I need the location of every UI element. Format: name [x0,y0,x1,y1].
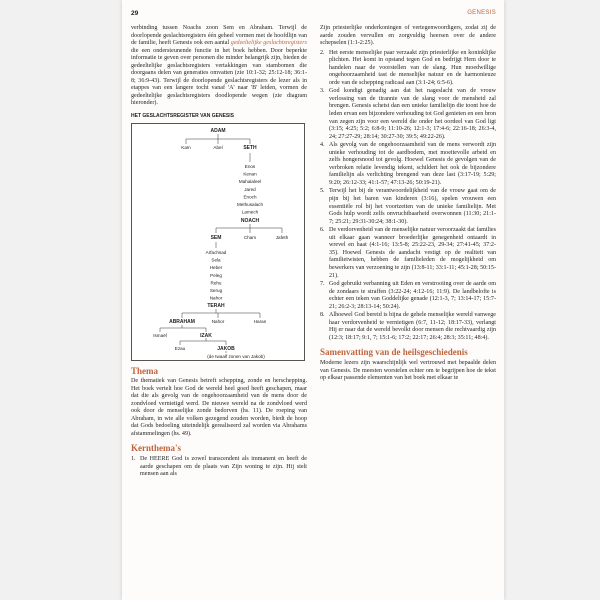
tree-node: Rehu [210,279,222,285]
tree-node: Jared [244,186,256,192]
kernthema-list [320,50,496,343]
right-column [320,25,496,385]
list-item: 8. Alhoewel God bereid is bijna de gehele menselijke wereld vanwege haar verdorvenheid te vernietigen (6:7, 11-12; 18:17-33), verlangt Hij er naar dat de wereld bevolkt door mensen die rechtvaardig zijn (12:3; 18:17; 9:1, 7; 15:1-6; 17:2; 22:17; 26:4; 28:3; 35:11; 48:4). [320,312,496,341]
heading-samenvatting: Samenvatting van de heilsgeschiedenis [320,347,468,358]
node-noach: NOACH [240,217,260,224]
tree-node: Heber [209,264,223,270]
list-item: 4. Als gevolg van de ongehoorzaamheid van de mens verwordt zijn unieke verhouding tot de aardbodem, met moeitevolle arbeid en zelfs hongersnood tot gevolg. Hoewel Genesis de gevolgen van de verbroken relatie levendig tekent, schildert het ook de bijzondere familielijn als verlichting brengend van deze last (3:17-19; 5:29; 9:20; 26:12-33; 41:1-57; 47:13-26; 50:19-21). [320,142,496,186]
tree-node: Serug [209,287,223,293]
tree-node: Mahalaleel [238,178,262,184]
node-haran: Haran [253,318,267,324]
node-sem: SEM [210,234,222,241]
node-seth: SETH [243,144,257,151]
list-item: 7. God gebruikt verbanning uit Eden en verstrooiing over de aarde om de zondaars te straffen (3:22-24; 4:12-16; 11:9). De landbelofte is echter een teken van Goddelijke genade (12:1-3, 7; 13:14-17; 15:7-21; 26:2-3; 28:13-14; 50:24). [320,281,496,310]
node-sons: (de twaalf zonen van Jakob) [207,353,265,359]
tree-node: Kenan [243,171,257,177]
tree-node: Nahor [209,295,223,301]
tree-node: Lamech [241,209,259,215]
continued-paragraph: Zijn priesterlijke onderkoningen of vertegenwoordigers, zodat zij de aarde zouden vervullen en zorgvuldig heersen over de andere schepselen (1:1-2:25). [320,25,496,47]
tree-node: Enos [244,163,256,169]
heading-thema: Thema [131,365,158,376]
node-jafeth: Jafeth [275,234,289,240]
thema-paragraph: De thematiek van Genesis betreft schepping, zonde en herschepping. Het boek vertelt hoe God de wereld heel goed heeft geschapen, maar dat die als gevolg van de ongehoorzaamheid van de mens door de zondvloed vernietigd werd. De nieuwe wereld na de zondvloed werd ook door de menselijke zonde bedorven (hs. 11). De roeping van Abraham, in wie alle volken gezegend zouden worden, biedt de hoop dat Gods bedoeling uiteindelijk gerealiseerd zal worden via Abrahams afstammelingen (hs. 49). [131,378,307,437]
intro-paragraph: verbinding tussen Noachs zoon Sem en Abraham. Terwijl de doorlopende geslachtsregisters één geheel vormen met de hoofdlijn van de familie, heeft Genesis ook een aantal gedeeltelijke geslachtsregisters die een ondersteunende functie in het boek hebben. Door beperkte informatie te geven over personen die minder belangrijk zijn, bieden de gedeeltelijke geslachtsregisters vertakkingen van stambomen die doorgaans delen van generaties omvatten (zie 10:1-32; 25:12-18; 36:1-8; 36:9-43). Terwijl de doorlopende geslachtsregisters de lezer als in etappes van een langere tocht vanaf 'A' naar 'B' leiden, vormen de gedeeltelijke geslachtsregisters doodlopende wegen (zie diagram hieronder). [131,25,308,107]
book-page [122,0,504,600]
list-item: 3. God kondigt genadig aan dat het nageslacht van de vrouw verlossing van de tirannie van de slang voor de mensheid zal brengen. Genesis schetst dan een unieke familielijn die toont hoe de leden ervan een bijzondere verhouding tot God genieten en een bron van zegen zijn voor een wereld die onder het oordeel van God ligt (3:15; 4:25; 5:2; 6:8-9; 11:10-26; 12:1-3; 17:4-6; 22:16-18; 26:3-4, 24; 27:27-29; 28:14; 30:27-30; 39:5; 49:22-26). [320,88,496,140]
figure-title: HET GESLACHTSREGISTER VAN GENESIS [131,113,234,120]
running-head: GENESIS [467,10,496,16]
node-abraham: ABRAHAM [169,318,195,325]
kernthema-list-start [131,456,307,479]
node-abel: Abel [213,144,223,150]
intro-emphasis: gedeeltelijke geslachtsregisters [230,40,308,47]
list-item: 6. De verdorvenheid van de menselijke natuur veroorzaakt dat families uit elkaar gaan wanneer broederlijke genegenheid ontaardt in wrevel en haat (4:1-16; 13:5-8; 25:22-23, 29-34; 27:41-45; 37:2-35). Hoewel Genesis de aandacht vestigt op de realiteit van familietwisten, hebben de familieleden de mogelijkheid om bewerkers van verzoening te zijn (13:8-11; 33:1-11; 45:1-28; 50:15-21). [320,227,496,279]
node-ismael: Ismaël [153,332,167,338]
list-item: 5. Terwijl het bij de verantwoordelijkheid van de vrouw gaat om de pijn bij het baren van kinderen (3:16), spelen vrouwen een essentiële rol bij het voortzetten van de unieke familielijn. Met Gods hulp wordt zelfs onvruchtbaarheid overwonnen (11:30; 21:1-7; 25:21; 29:31-30:24; 38:1-30). [320,188,496,225]
tree-node: Sela [211,257,221,263]
list-item: 1. De HEERE God is zowel transcendent als immanent en heeft de aarde geschapen om de plaats van Zijn woning te zijn. Hij stelt mensen aan als [131,456,307,478]
tree-node: Enoch [243,193,257,199]
node-nahor: Nahor [211,318,225,324]
line-seth-noach [237,164,263,215]
tree-node: Peleg [210,272,222,278]
node-kain: Kaïn [181,144,191,150]
node-cham: Cham [243,234,257,240]
genealogy-diagram [131,123,305,361]
node-adam: ADAM [210,127,226,134]
page-number: 29 [131,10,139,17]
line-sem-terah [206,250,227,301]
tree-node: Methusalach [236,201,264,207]
genealogy-tree [132,124,304,360]
tree-node: Arfachsad [205,249,227,255]
summary-paragraph: Moderne lezers zijn waarschijnlijk wel vertrouwd met bepaalde delen van Genesis. De meesten worstelen echter om te begrijpen hoe de tekst op elkaar passende elementen van het boek met elkaar te [320,359,496,382]
node-terah: TERAH [207,302,225,309]
node-jakob: JAKOB [217,345,235,352]
node-ezau: Ezau [174,345,186,351]
left-column [131,25,307,480]
node-izak: IZAK [200,332,212,339]
list-item: 2. Het eerste menselijke paar verzaakt zijn priesterlijke en koninklijke plichten. Het komt in opstand tegen God en bedrijgt Hem door te handelen naar de voorstellen van de slang. Hun moedwillige ongehoorzaamheid tast de menselijke natuur en de harmonieuze orde van de schepping radicaal aan (3:1-24; 6:5-6). [320,49,496,86]
heading-kernthemas: Kernthema's [131,443,181,454]
